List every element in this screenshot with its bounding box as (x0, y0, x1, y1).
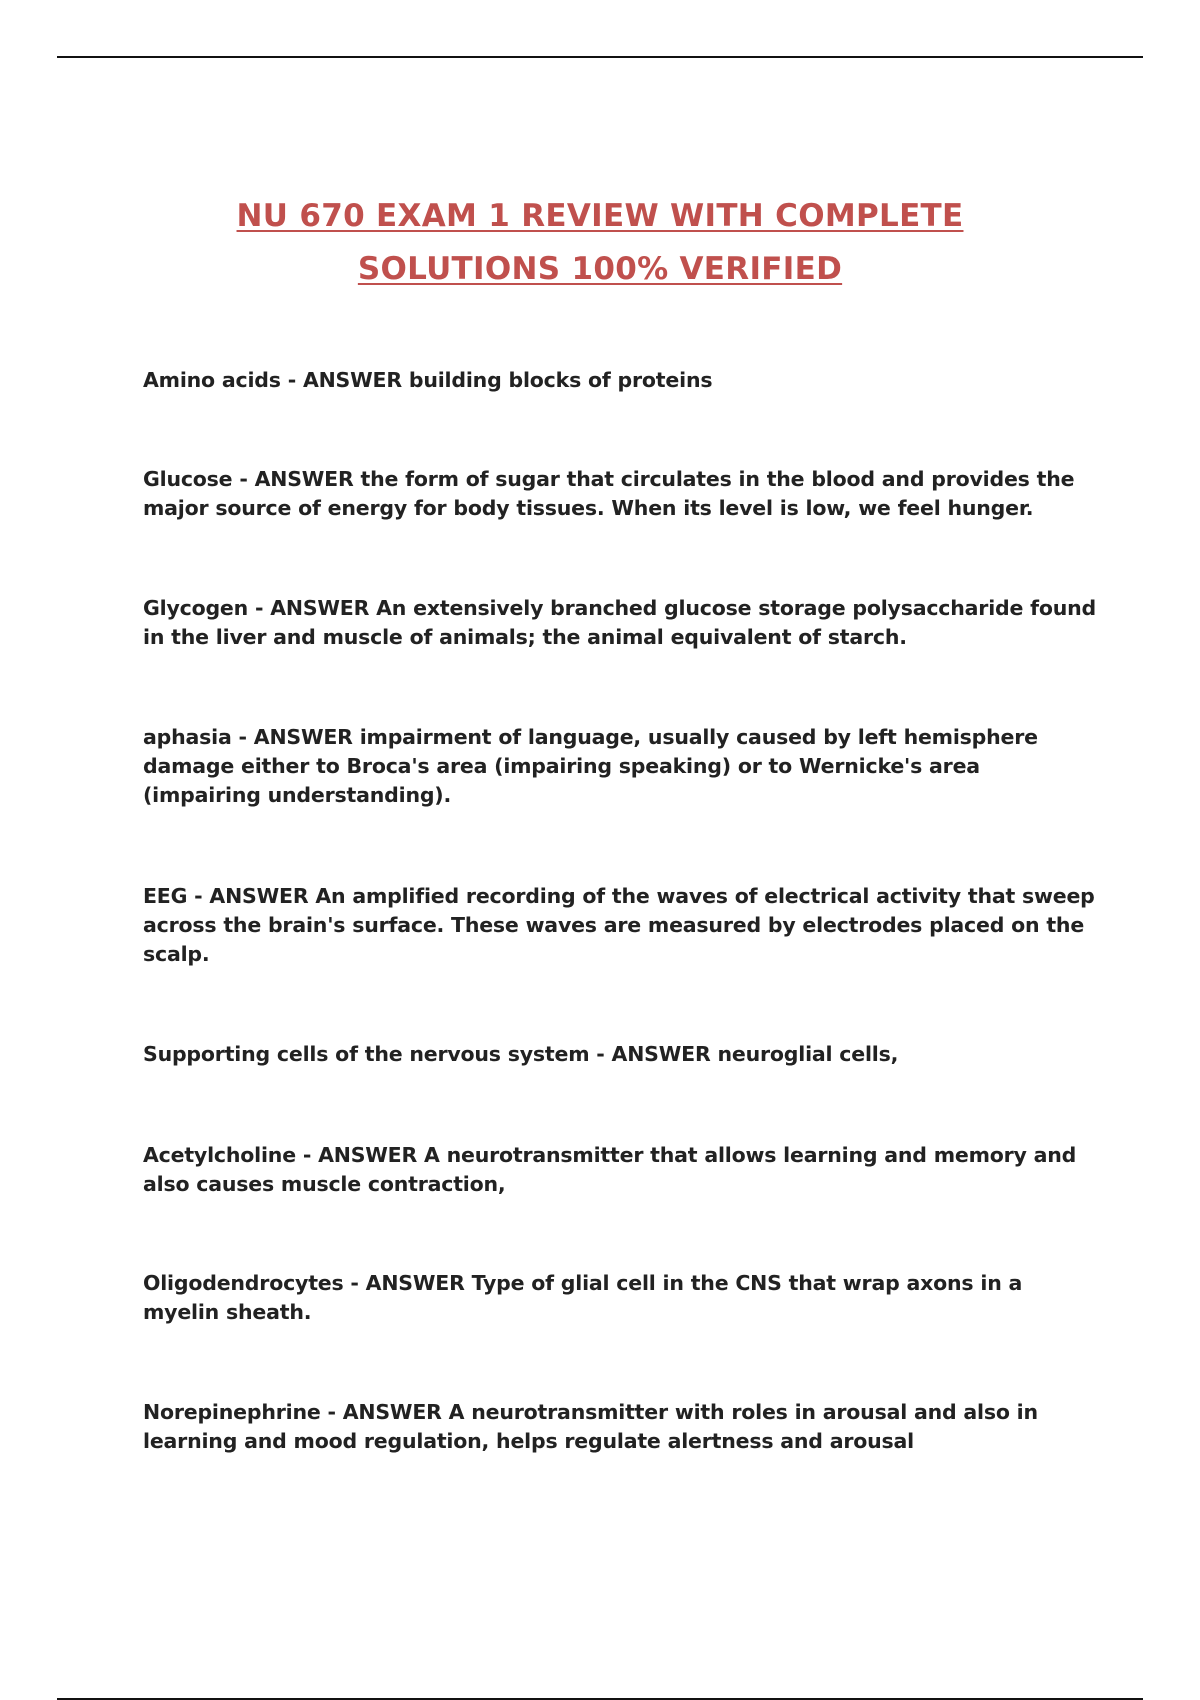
qa-item-supporting-cells: Supporting cells of the nervous system - ANSWER neuroglial cells, (143, 1042, 899, 1066)
title-line-2: SOLUTIONS 100% VERIFIED (357, 251, 843, 287)
qa-item-norepinephrine: Norepinephrine - ANSWER A neurotransmitter with roles in arousal and also in learning and mood regulation, helps regulate alertness and arousal (143, 1400, 1038, 1453)
qa-item-oligodendrocytes: Oligodendrocytes - ANSWER Type of glial cell in the CNS that wrap axons in a myelin sheath. (143, 1271, 1023, 1324)
qa-item-acetylcholine: Acetylcholine - ANSWER A neurotransmitter that allows learning and memory and also causes muscle contraction, (143, 1143, 1077, 1196)
qa-item-amino-acids: Amino acids - ANSWER building blocks of proteins (143, 368, 713, 392)
qa-item-glycogen: Glycogen - ANSWER An extensively branched glucose storage polysaccharide found in the liver and muscle of animals; the animal equivalent of starch. (143, 596, 1096, 649)
qa-item-eeg: EEG - ANSWER An amplified recording of the waves of electrical activity that sweep across the brain's surface. These waves are measured by electrodes placed on the scalp. (143, 884, 1095, 966)
qa-item-aphasia: aphasia - ANSWER impairment of language, usually caused by left hemisphere damage either to Broca's area (impairing speaking) or to Wernicke's area (impairing understanding). (143, 725, 1038, 807)
qa-item-glucose: Glucose - ANSWER the form of sugar that circulates in the blood and provides the major source of energy for body tissues. When its level is low, we feel hunger. (143, 467, 1075, 520)
title-line-1: NU 670 EXAM 1 REVIEW WITH COMPLETE (236, 198, 964, 234)
